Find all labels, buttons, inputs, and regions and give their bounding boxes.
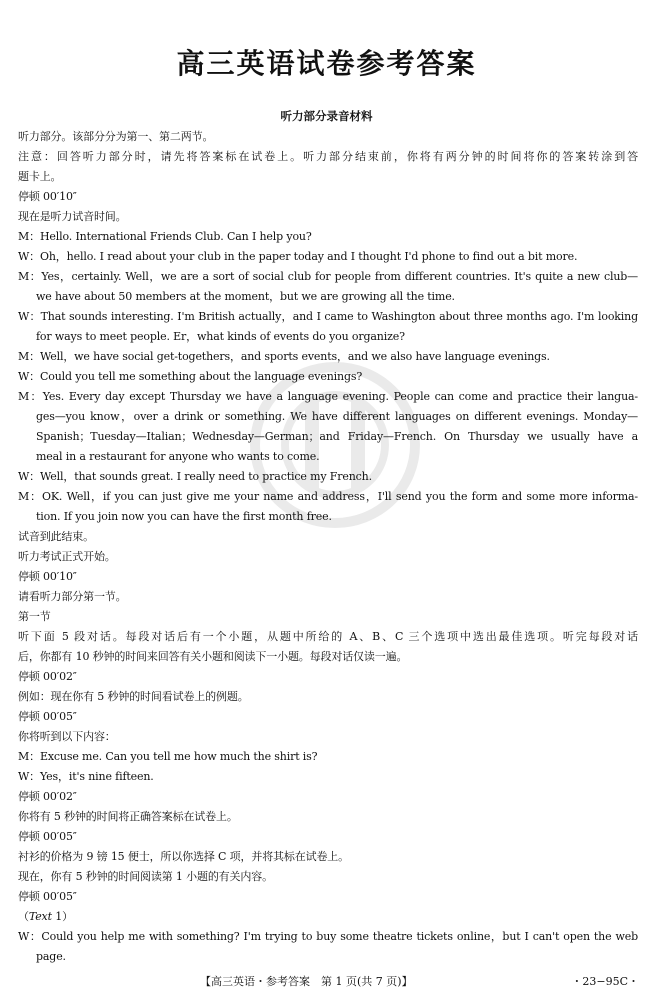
dialogue-line: for ways to meet people. Er，what kinds of events do you organize?	[36, 330, 405, 343]
you-hear-line: 你将听到以下内容：	[18, 730, 116, 743]
dialogue-line: M：OK. Well，if you can just give me your name and address，I'll send you the form and some more informa-	[18, 490, 638, 503]
transcript-body	[18, 127, 638, 967]
pause-line: 停顿 00′10″	[18, 570, 77, 583]
footer-code: ・23−95C・	[571, 975, 639, 988]
dialogue-line: W：Could you help me with something? I'm trying to buy some theatre tickets online，but I can't open the web	[18, 930, 638, 943]
dialogue-line: ges—you know，over a drink or something. We have different languages on different evenings. Monday—	[36, 410, 638, 423]
pause-line: 停顿 00′02″	[18, 670, 77, 683]
dialogue-line: M：Well，we have social get-togethers，and sports events，and we also have language evenings.	[18, 350, 550, 363]
section-heading: 第一节	[18, 610, 51, 623]
dialogue-line: W：Well，that sounds great. I really need to practice my French.	[18, 470, 372, 483]
notice-line: 注意：回答听力部分时，请先将答案标在试卷上。听力部分结束前，你将有两分钟的时间将你的答案转涂到答	[18, 150, 638, 163]
exam-start-line: 听力考试正式开始。	[18, 550, 116, 563]
dialogue-line: M：Yes，certainly. Well，we are a sort of social club for people from different countries. It's quite a new club—	[18, 270, 638, 283]
dialogue-line: M：Yes. Every day except Thursday we have a language evening. People can come and practice their langua-	[18, 390, 638, 403]
dialogue-line: W：Oh，hello. I read about your club in the paper today and I thought I'd phone to find out a bit more.	[18, 250, 578, 263]
mark-answer-line: 你将有 5 秒钟的时间将正确答案标在试卷上。	[18, 810, 238, 823]
dialogue-line: page.	[36, 950, 66, 963]
trial-end-line: 试音到此结束。	[18, 530, 94, 543]
section-subtitle: 听力部分录音材料	[280, 109, 373, 123]
dialogue-line: we have about 50 members at the moment，but we are growing all the time.	[36, 290, 455, 303]
pause-line: 停顿 00′05″	[18, 890, 77, 903]
dialogue-line: M：Excuse me. Can you tell me how much the shirt is?	[18, 750, 318, 763]
pause-line: 停顿 00′10″	[18, 190, 77, 203]
section-instruction-line: 请看听力部分第一节。	[18, 590, 127, 603]
dialogue-line: W：That sounds interesting. I'm British actually，and I came to Washington about three months ago. I'm looking	[18, 310, 638, 323]
page-footer	[0, 972, 653, 992]
dialogue-line: meal in a restaurant for anyone who wants to come.	[36, 450, 320, 463]
text-label-line	[18, 907, 638, 927]
read-question-line: 现在，你有 5 秒钟的时间阅读第 1 小题的有关内容。	[18, 870, 273, 883]
instruction-line: 后，你都有 10 秒钟的时间来回答有关小题和阅读下一小题。每段对话仅读一遍。	[18, 650, 408, 663]
pause-line: 停顿 00′05″	[18, 830, 77, 843]
text-label-italic: Text	[28, 910, 52, 923]
pause-line: 停顿 00′05″	[18, 710, 77, 723]
text-label-open: （	[18, 910, 29, 923]
trial-start-line: 现在是听力试音时间。	[18, 210, 127, 223]
intro-line: 听力部分。该部分分为第一、第二两节。	[18, 130, 214, 143]
dialogue-line: M：Hello. International Friends Club. Can I help you?	[18, 230, 312, 243]
dialogue-line: W：Yes，it's nine fifteen.	[18, 770, 154, 783]
page-title: 高三英语试卷参考答案	[176, 47, 477, 80]
instruction-line: 听下面 5 段对话。每段对话后有一个小题，从题中所给的 A、B、C 三个选项中选出最佳选项。听完每段对话	[18, 630, 638, 643]
price-line: 衬衫的价格为 9 镑 15 便士，所以你选择 C 项，并将其标在试卷上。	[18, 850, 349, 863]
dialogue-line: Spanish；Tuesday—Italian；Wednesday—German；and Friday—French. On Thursday we usually have a	[36, 430, 638, 443]
example-line: 例如：现在你有 5 秒钟的时间看试卷上的例题。	[18, 690, 249, 703]
notice-line: 题卡上。	[18, 170, 62, 183]
dialogue-line: tion. If you join now you can have the first month free.	[36, 510, 332, 523]
dialogue-line: W：Could you tell me something about the language evenings?	[18, 370, 363, 383]
pause-line: 停顿 00′02″	[18, 790, 77, 803]
footer-page-info: 【高三英语・参考答案 第 1 页(共 7 页)】	[200, 975, 413, 988]
text-label-number: 1）	[51, 910, 73, 923]
